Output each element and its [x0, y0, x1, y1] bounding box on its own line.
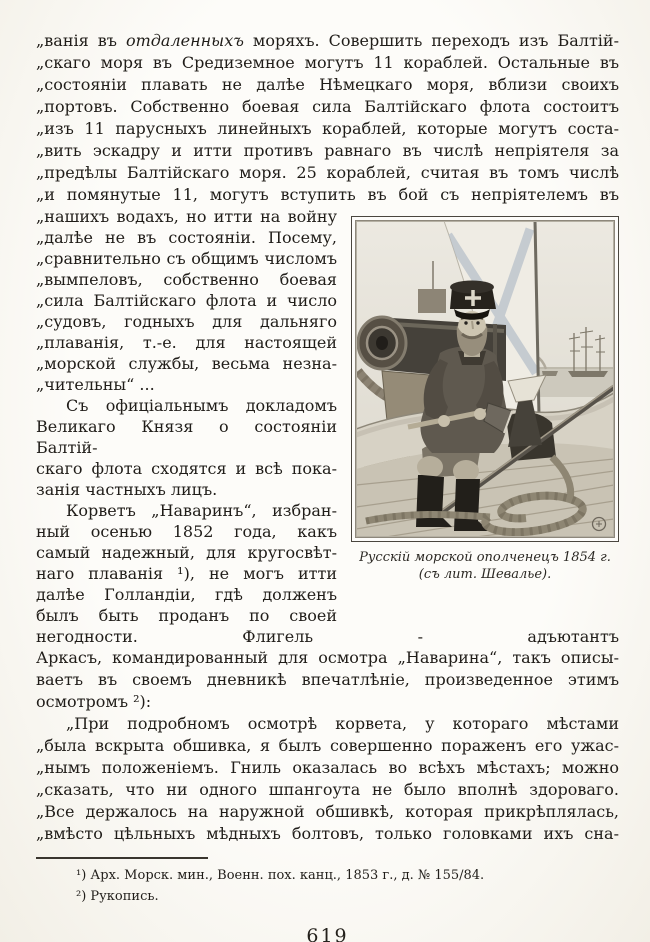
- text-line: далѣе Голландіи, гдѣ долженъ: [36, 585, 337, 604]
- text-line: „чительны“ ...: [36, 375, 155, 394]
- text-line: скаго флота сходятся и всѣ пока-: [36, 459, 337, 478]
- text-line: [36, 30, 619, 52]
- text-line: занія частныхъ лицъ.: [36, 480, 218, 499]
- text-line: „нымъ положеніемъ. Гниль оказалась во всѣхъ мѣстахъ; можно: [36, 758, 619, 777]
- text-line: „далѣе не въ состояніи. Посему,: [36, 228, 337, 247]
- militiaman-engraving: [356, 221, 614, 537]
- text-line: „и помянутые 11, могутъ вступить въ бой съ непріятелемъ въ: [36, 185, 619, 204]
- text-line: Корветъ „Наваринъ“, избран-: [66, 501, 337, 520]
- text-line: былъ быть проданъ по своей: [36, 606, 337, 625]
- text-line: осмотромъ ²):: [36, 692, 152, 711]
- text-line: наго плаванія ¹), не могъ итти: [36, 564, 337, 583]
- illustration-frame: [351, 216, 619, 542]
- text-line: „портовъ. Собственно боевая сила Балтійскаго флота состоитъ: [36, 97, 619, 116]
- footnote-1: ¹) Арх. Морск. мин., Военн. пох. канц., 1853 г., д. № 155/84.: [76, 868, 485, 883]
- text-line: „сила Балтійскаго флота и число: [36, 291, 337, 310]
- quote-fragment: „ванія въ: [36, 31, 126, 50]
- text-line: ваетъ въ своемъ дневникѣ впечатлѣніе, произведенное этимъ: [36, 670, 619, 689]
- text-line: негодности. Флигель - адъютантъ: [36, 627, 619, 646]
- text-line: Аркасъ, командированный для осмотра „Наварина“, такъ описы-: [36, 648, 619, 667]
- quote-fragment: моряхъ. Совершить переходъ изъ Балтій-: [243, 31, 619, 50]
- text-line: „нашихъ водахъ, но итти на войну: [36, 207, 337, 226]
- text-line: „При подробномъ осмотрѣ корвета, у котораго мѣстами: [66, 714, 619, 733]
- text-line: „изъ 11 парусныхъ линейныхъ кораблей, которые могутъ соста-: [36, 119, 619, 138]
- text-line: „вымпеловъ, собственно боевая: [36, 270, 337, 289]
- text-line: „сказать, что ни одного шпангоута не было вполнѣ здороваго.: [36, 780, 619, 799]
- illustration-figure: [351, 216, 619, 583]
- lithograph-image: [355, 220, 615, 538]
- caption-line-1: Русскій морской ополченецъ 1854 г.: [359, 550, 611, 565]
- text-line: Съ офиціальнымъ докладомъ: [66, 396, 337, 415]
- text-line: самый надежный, для кругосвѣт-: [36, 543, 337, 562]
- text-line: „судовъ, годныхъ для дальняго: [36, 312, 337, 331]
- text-line: ный осенью 1852 года, какъ: [36, 522, 337, 541]
- text-line: „сравнительно съ общимъ числомъ: [36, 249, 337, 268]
- text-line: „морской службы, весьма незна-: [36, 354, 337, 373]
- text-line: „была вскрыта обшивка, я былъ совершенно пораженъ его ужас-: [36, 736, 619, 755]
- caption-line-2: (съ лит. Шевалье).: [418, 567, 552, 582]
- footnote-rule: [36, 857, 208, 859]
- text-line: „вить эскадру и итти противъ равнаго въ числѣ непріятеля за: [36, 141, 619, 160]
- text-line: Великаго Князя о состояніи Балтій-: [36, 417, 337, 457]
- page-number: 619: [306, 925, 349, 942]
- emphasized-word: отдаленныхъ: [125, 31, 244, 50]
- text-line: „состояніи плавать не далѣе Нѣмецкаго моря, вблизи своихъ: [36, 75, 619, 94]
- text-line: „Все держалось на наружной обшивкѣ, которая прикрѣплялась,: [36, 802, 619, 821]
- illustration-caption: [351, 549, 619, 583]
- text-line: „вмѣсто цѣльныхъ мѣдныхъ болтовъ, только головками ихъ сна-: [36, 824, 619, 843]
- footnote-2: ²) Рукопись.: [76, 889, 159, 904]
- text-line: „скаго моря въ Средиземное могутъ 11 кораблей. Остальные въ: [36, 53, 619, 72]
- text-line: „плаванія, т.-е. для настоящей: [36, 333, 337, 352]
- text-line: „предѣлы Балтійскаго моря. 25 кораблей, считая въ томъ числѣ: [36, 163, 619, 182]
